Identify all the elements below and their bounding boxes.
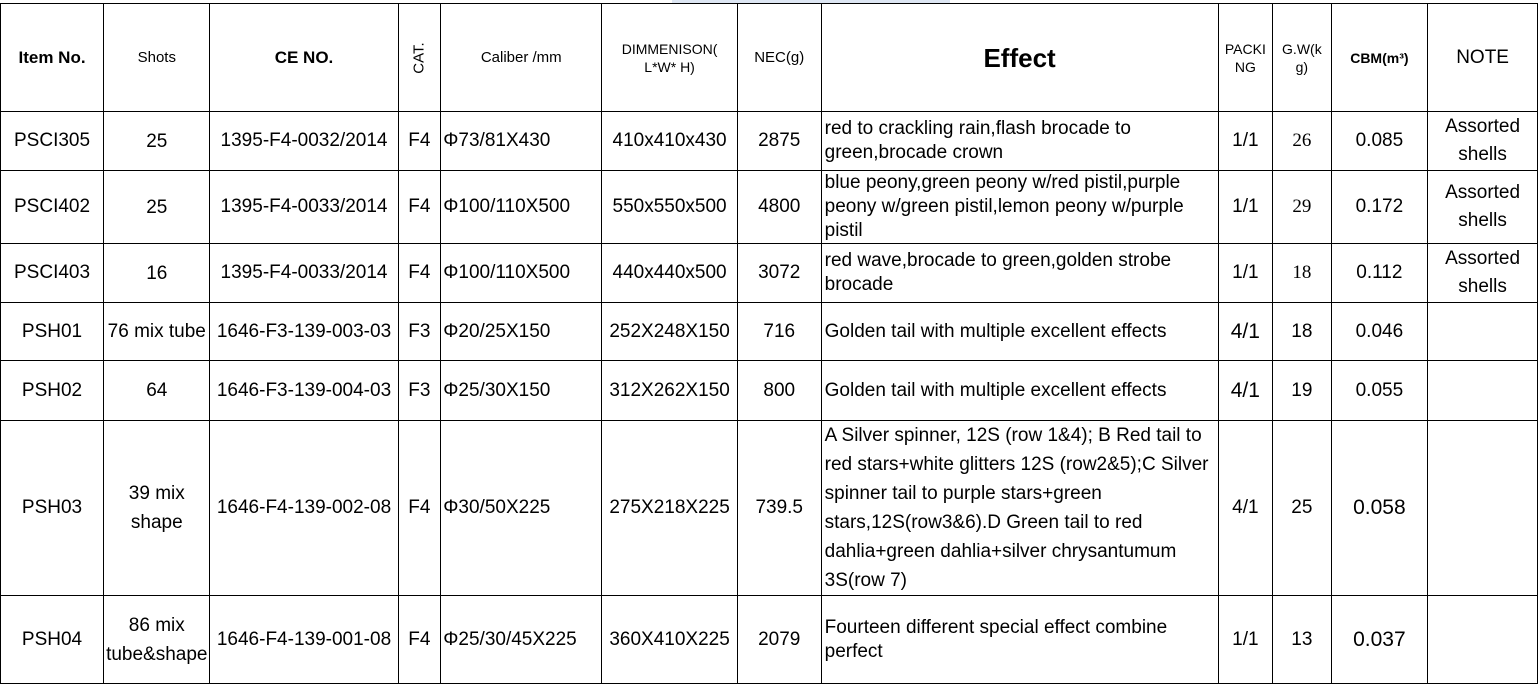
cell-cbm: 0.112 xyxy=(1331,244,1428,303)
cell-cbm: 0.037 xyxy=(1331,596,1428,684)
cell-ce-no: 1646-F4-139-002-08 xyxy=(210,421,398,596)
cell-effect: Fourteen different special effect combine perfect xyxy=(821,596,1218,684)
header-ce-no: CE NO. xyxy=(210,4,398,112)
cell-cat: F4 xyxy=(398,171,441,244)
cell-cat: F3 xyxy=(398,361,441,421)
cell-gw: 13 xyxy=(1273,596,1331,684)
cell-caliber: Φ25/30X150 xyxy=(441,361,602,421)
header-cat-label: CAT. xyxy=(410,42,428,74)
cell-shots: 76 mix tube xyxy=(104,303,210,361)
cell-dimension: 252X248X150 xyxy=(602,303,738,361)
cell-note: Assorted shells xyxy=(1428,244,1538,303)
header-cat xyxy=(398,4,441,112)
cell-note xyxy=(1428,421,1538,596)
product-spec-table xyxy=(0,3,1538,684)
header-dimension xyxy=(602,4,738,112)
table-row xyxy=(1,361,1538,421)
cell-caliber: Φ100/110X500 xyxy=(441,244,602,303)
cell-caliber: Φ30/50X225 xyxy=(441,421,602,596)
header-cbm: CBM(m³) xyxy=(1331,4,1428,112)
cell-cat: F4 xyxy=(398,421,441,596)
cell-ce-no: 1395-F4-0033/2014 xyxy=(210,171,398,244)
cell-note xyxy=(1428,596,1538,684)
cell-caliber: Φ100/110X500 xyxy=(441,171,602,244)
cell-packing: 1/1 xyxy=(1218,596,1273,684)
header-shots: Shots xyxy=(104,4,210,112)
header-effect: Effect xyxy=(821,4,1218,112)
cell-packing: 1/1 xyxy=(1218,244,1273,303)
header-gw-line1: G.W(k xyxy=(1282,40,1322,57)
cell-shots: 39 mix shape xyxy=(104,421,210,596)
header-dimension-line1: DIMMENISON( xyxy=(621,40,718,57)
cell-shots: 16 xyxy=(104,244,210,303)
cell-note xyxy=(1428,361,1538,421)
cell-item-no: PSH04 xyxy=(1,596,104,684)
cell-gw: 29 xyxy=(1273,171,1331,244)
cell-shots: 25 xyxy=(104,112,210,171)
cell-nec: 739.5 xyxy=(737,421,821,596)
cell-shots: 86 mix tube&shape xyxy=(104,596,210,684)
cell-item-no: PSCI305 xyxy=(1,112,104,171)
cell-ce-no: 1646-F4-139-001-08 xyxy=(210,596,398,684)
cell-cbm: 0.046 xyxy=(1331,303,1428,361)
cell-shots: 64 xyxy=(104,361,210,421)
cell-cat: F4 xyxy=(398,596,441,684)
cell-caliber: Φ73/81X430 xyxy=(441,112,602,171)
header-gw-line2: g) xyxy=(1295,58,1309,75)
cell-dimension: 550x550x500 xyxy=(602,171,738,244)
cell-cbm: 0.172 xyxy=(1331,171,1428,244)
cell-item-no: PSCI402 xyxy=(1,171,104,244)
cell-gw: 26 xyxy=(1273,112,1331,171)
cell-nec: 800 xyxy=(737,361,821,421)
cell-item-no: PSCI403 xyxy=(1,244,104,303)
header-dimension-line2: L*W* H) xyxy=(644,58,695,75)
cell-ce-no: 1395-F4-0032/2014 xyxy=(210,112,398,171)
cell-ce-no: 1646-F3-139-004-03 xyxy=(210,361,398,421)
cell-effect: Golden tail with multiple excellent effects xyxy=(821,361,1218,421)
header-packing-line2: NG xyxy=(1234,58,1256,75)
cell-gw: 18 xyxy=(1273,244,1331,303)
header-caliber: Caliber /mm xyxy=(441,4,602,112)
cell-note xyxy=(1428,303,1538,361)
cell-dimension: 440x440x500 xyxy=(602,244,738,303)
cell-packing: 1/1 xyxy=(1218,171,1273,244)
cell-dimension: 312X262X150 xyxy=(602,361,738,421)
cell-nec: 716 xyxy=(737,303,821,361)
cell-nec: 4800 xyxy=(737,171,821,244)
header-gw xyxy=(1273,4,1331,112)
cell-item-no: PSH02 xyxy=(1,361,104,421)
cell-nec: 2079 xyxy=(737,596,821,684)
cell-caliber: Φ20/25X150 xyxy=(441,303,602,361)
cell-shots: 25 xyxy=(104,171,210,244)
cell-gw: 19 xyxy=(1273,361,1331,421)
cell-cat: F4 xyxy=(398,112,441,171)
cell-cbm: 0.058 xyxy=(1331,421,1428,596)
cell-dimension: 410x410x430 xyxy=(602,112,738,171)
header-item-no: Item No. xyxy=(1,4,104,112)
cell-note: Assorted shells xyxy=(1428,112,1538,171)
header-nec: NEC(g) xyxy=(737,4,821,112)
cell-cbm: 0.085 xyxy=(1331,112,1428,171)
cell-cat: F3 xyxy=(398,303,441,361)
cell-packing: 4/1 xyxy=(1218,303,1273,361)
cell-cat: F4 xyxy=(398,244,441,303)
cell-gw: 18 xyxy=(1273,303,1331,361)
cell-effect: A Silver spinner, 12S (row 1&4); B Red tail to red stars+white glitters 12S (row2&5);C Silver spinner tail to purple stars+green stars,12S(row3&6).D Green tail to red dahlia+green dahlia+silver chrysantumum 3S(row 7) xyxy=(821,421,1218,596)
cell-packing: 4/1 xyxy=(1218,361,1273,421)
cell-dimension: 275X218X225 xyxy=(602,421,738,596)
cell-cbm: 0.055 xyxy=(1331,361,1428,421)
cell-note: Assorted shells xyxy=(1428,171,1538,244)
header-note: NOTE xyxy=(1428,4,1538,112)
cell-effect: Golden tail with multiple excellent effects xyxy=(821,303,1218,361)
table-row xyxy=(1,112,1538,171)
cell-effect: red to crackling rain,flash brocade to green,brocade crown xyxy=(821,112,1218,171)
cell-effect: blue peony,green peony w/red pistil,purple peony w/green pistil,lemon peony w/purple pistil xyxy=(821,171,1218,244)
cell-caliber: Φ25/30/45X225 xyxy=(441,596,602,684)
cell-packing: 1/1 xyxy=(1218,112,1273,171)
header-packing xyxy=(1218,4,1273,112)
header-packing-line1: PACKI xyxy=(1224,40,1266,57)
table-row xyxy=(1,421,1538,596)
cell-item-no: PSH03 xyxy=(1,421,104,596)
cell-nec: 3072 xyxy=(737,244,821,303)
cell-gw: 25 xyxy=(1273,421,1331,596)
table-row xyxy=(1,303,1538,361)
cell-dimension: 360X410X225 xyxy=(602,596,738,684)
cell-effect: red wave,brocade to green,golden strobe brocade xyxy=(821,244,1218,303)
cell-packing: 4/1 xyxy=(1218,421,1273,596)
table-row xyxy=(1,171,1538,244)
cell-ce-no: 1646-F3-139-003-03 xyxy=(210,303,398,361)
table-row xyxy=(1,244,1538,303)
table-row xyxy=(1,596,1538,684)
cell-nec: 2875 xyxy=(737,112,821,171)
header-row xyxy=(1,4,1538,112)
cell-item-no: PSH01 xyxy=(1,303,104,361)
cell-ce-no: 1395-F4-0033/2014 xyxy=(210,244,398,303)
